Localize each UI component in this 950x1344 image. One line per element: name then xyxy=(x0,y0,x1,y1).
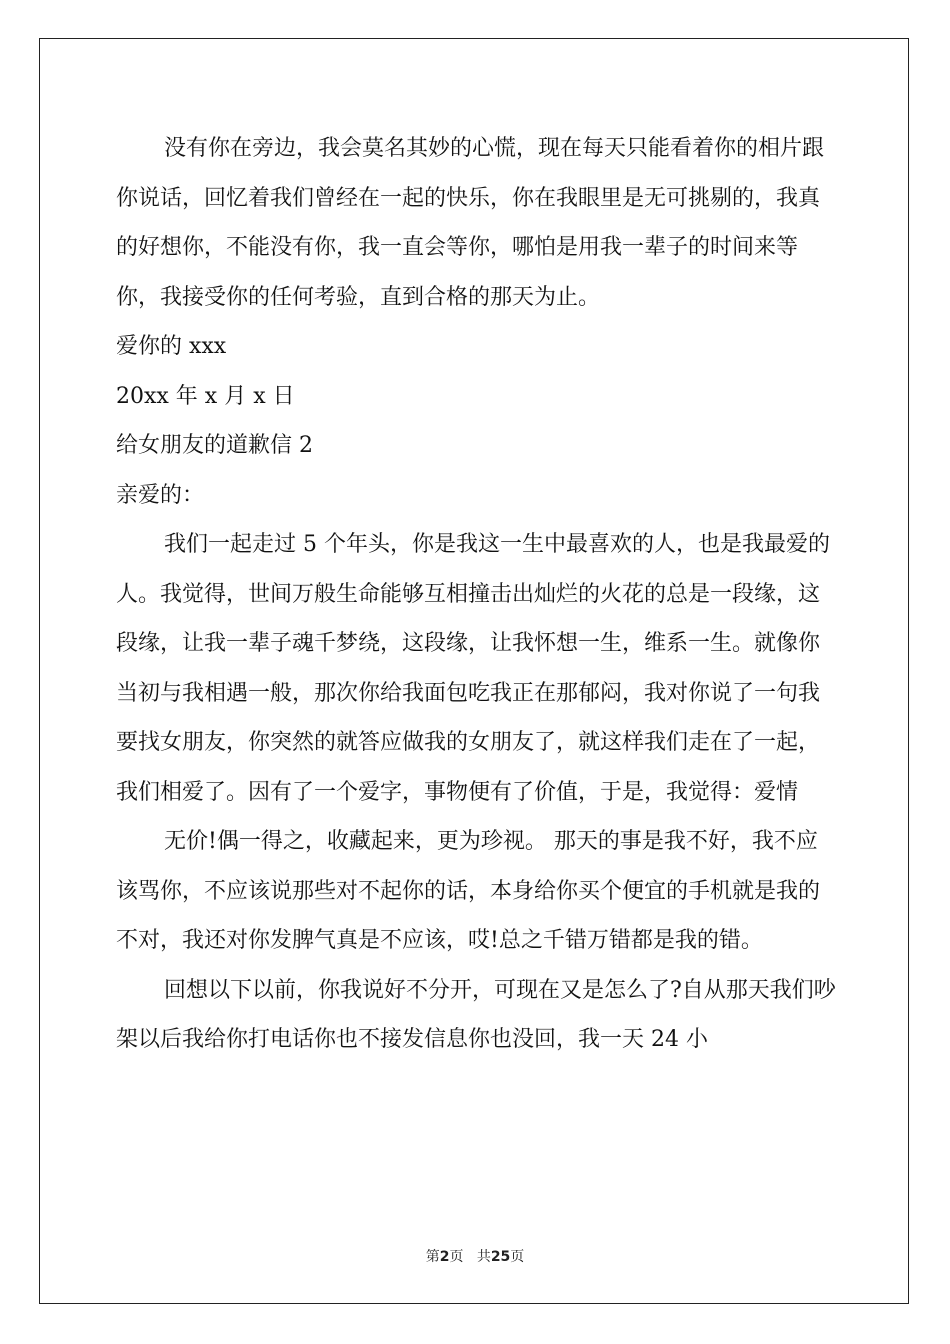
page-footer xyxy=(0,1246,950,1266)
page-number: 2 xyxy=(439,1249,450,1265)
document-body xyxy=(116,124,836,1065)
letter-title: 给女朋友的道歉信 2 xyxy=(116,433,313,458)
paragraph: 我们一起走过 5 个年头，你是我这一生中最喜欢的人，也是我最爱的人。我觉得，世间万般生命能够互相撞击出灿烂的火花的总是一段缘，这段缘，让我一辈子魂千梦绕，这段缘，让我怀想一生，维系一生。就像你当初与我相遇一般，那次你给我面包吃我正在那郁闷，我对你说了一句我要找女朋友，你突然的就答应做我的女朋友了，就这样我们走在了一起，我们相爱了。因有了一个爱字，事物便有了价值，于是，我觉得：爱情 xyxy=(116,532,830,805)
date-line: 20xx 年 x 月 x 日 xyxy=(116,383,295,409)
total-prefix: 共 xyxy=(476,1249,491,1265)
paragraph: 无价!偶一得之，收藏起来，更为珍视。 那天的事是我不好，我不应该骂你，不应该说那些对不起你的话，本身给你买个便宜的手机就是我的不对，我还对你发脾气真是不应该，哎!总之千错万错都是我的错。 xyxy=(116,829,821,953)
paragraph: 回想以下以前，你我说好不分开，可现在又是怎么了?自从那天我们吵架以后我给你打电话你也不接发信息你也没回，我一天 24 小 xyxy=(116,977,836,1052)
total-pages: 25 xyxy=(490,1249,511,1265)
paragraph: 没有你在旁边，我会莫名其妙的心慌，现在每天只能看着你的相片跟你说话，回忆着我们曾经在一起的快乐，你在我眼里是无可挑剔的，我真的好想你，不能没有你，我一直会等你，哪怕是用我一辈子的时间来等你，我接受你的任何考验，直到合格的那天为止。 xyxy=(116,136,825,310)
page-unit: 页 xyxy=(449,1249,464,1265)
salutation: 亲爱的： xyxy=(116,482,205,508)
total-unit: 页 xyxy=(510,1249,525,1265)
page-prefix: 第 xyxy=(425,1249,440,1265)
signature-line: 爱你的 xxx xyxy=(116,334,227,359)
